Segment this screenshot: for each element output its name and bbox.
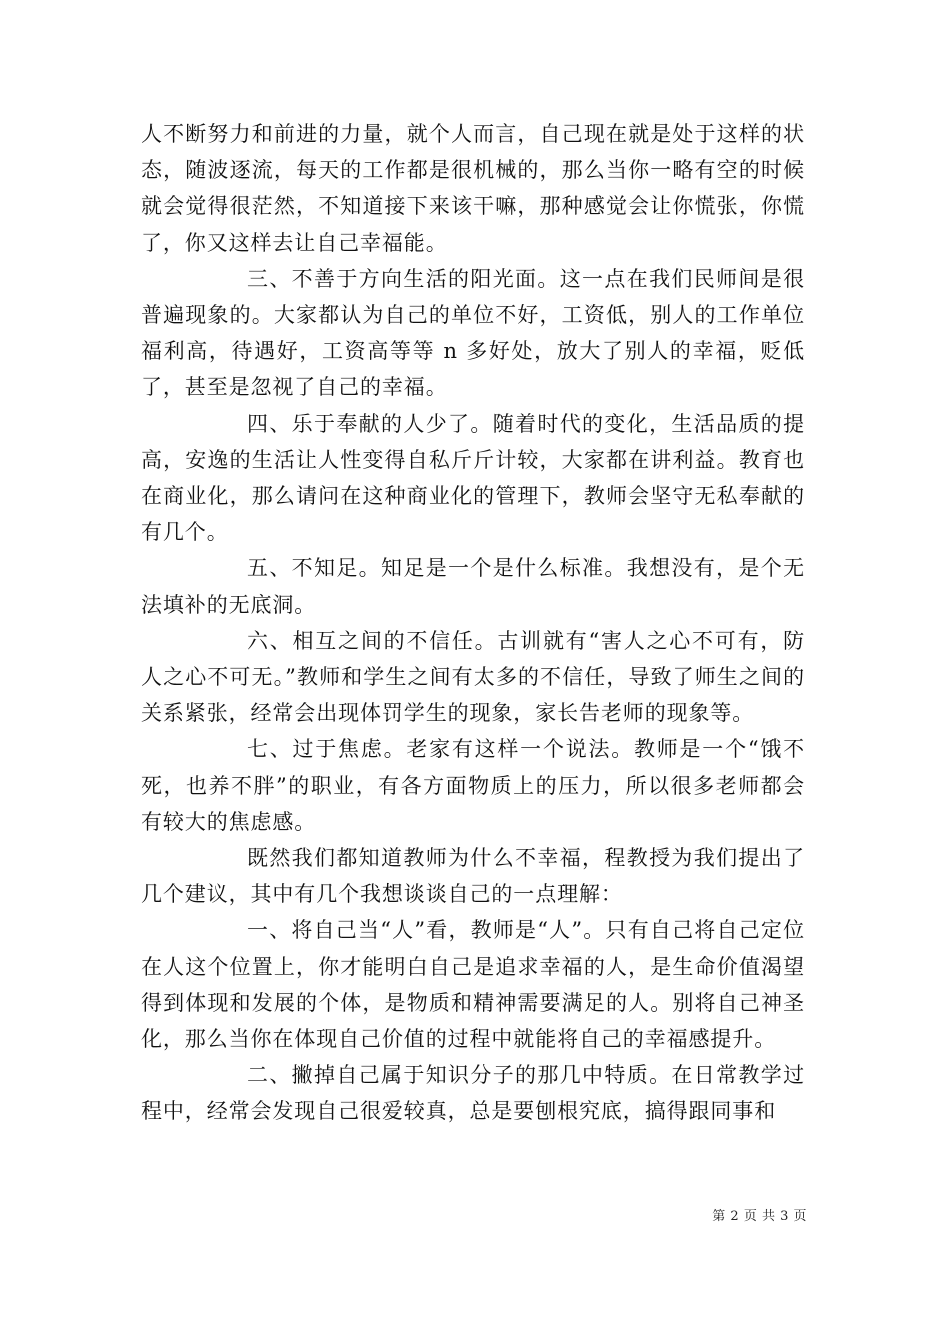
paragraph-4: 五、不知足。知足是一个是什么标准。我想没有，是个无法填补的无底洞。 bbox=[141, 556, 805, 617]
paragraph-6: 七、过于焦虑。老家有这样一个说法。教师是一个“饿不死，也养不胖”的职业，有各方面物质上的压力，所以很多老师都会有较大的焦虑感。 bbox=[141, 737, 805, 834]
paragraph-9: 二、撇掉自己属于知识分子的那几中特质。在日常教学过程中，经常会发现自己很爱较真，总是要刨根究底，搞得跟同事和 bbox=[141, 1063, 805, 1124]
paragraph-5: 六、相互之间的不信任。古训就有“害人之心不可有，防人之心不可无。”教师和学生之间有太多的不信任，导致了师生之间的关系紧张，经常会出现体罚学生的现象，家长告老师的现象等。 bbox=[141, 628, 805, 726]
paragraph-2: 三、不善于方向生活的阳光面。这一点在我们民师间是很普遍现象的。大家都认为自己的单位不好，工资低，别人的工作单位福利高，待遇好，工资高等等 n 多好处，放大了别人的幸福，贬低了，甚至是忽视了自己的幸福。 bbox=[141, 266, 805, 400]
paragraph-3: 四、乐于奉献的人少了。随着时代的变化，生活品质的提高，安逸的生活让人性变得自私斤斤计较，大家都在讲利益。教育也在商业化，那么请问在这种商业化的管理下，教师会坚守无私奉献的有几个。 bbox=[141, 411, 805, 545]
paragraph-7: 既然我们都知道教师为什么不幸福，程教授为我们提出了几个建议，其中有几个我想谈谈自己的一点理解： bbox=[141, 846, 805, 907]
paragraph-8: 一、将自己当“人”看，教师是“人”。只有自己将自己定位在人这个位置上，你才能明白自己是追求幸福的人，是生命价值渴望得到体现和发展的个体，是物质和精神需要满足的人。别将自己神圣化，那么当你在体现自己价值的过程中就能将自己的幸福感提升。 bbox=[141, 918, 805, 1052]
paragraph-1: 人不断努力和前进的力量，就个人而言，自己现在就是处于这样的状态，随波逐流，每天的工作都是很机械的，那么当你一略有空的时候就会觉得很茫然，不知道接下来该干嘛，那种感觉会让你慌张，你慌了，你又这样去让自己幸福能。 bbox=[141, 122, 805, 255]
page-footer: 第 2 页 共 3 页 bbox=[712, 1209, 807, 1224]
document-body bbox=[141, 116, 805, 1130]
